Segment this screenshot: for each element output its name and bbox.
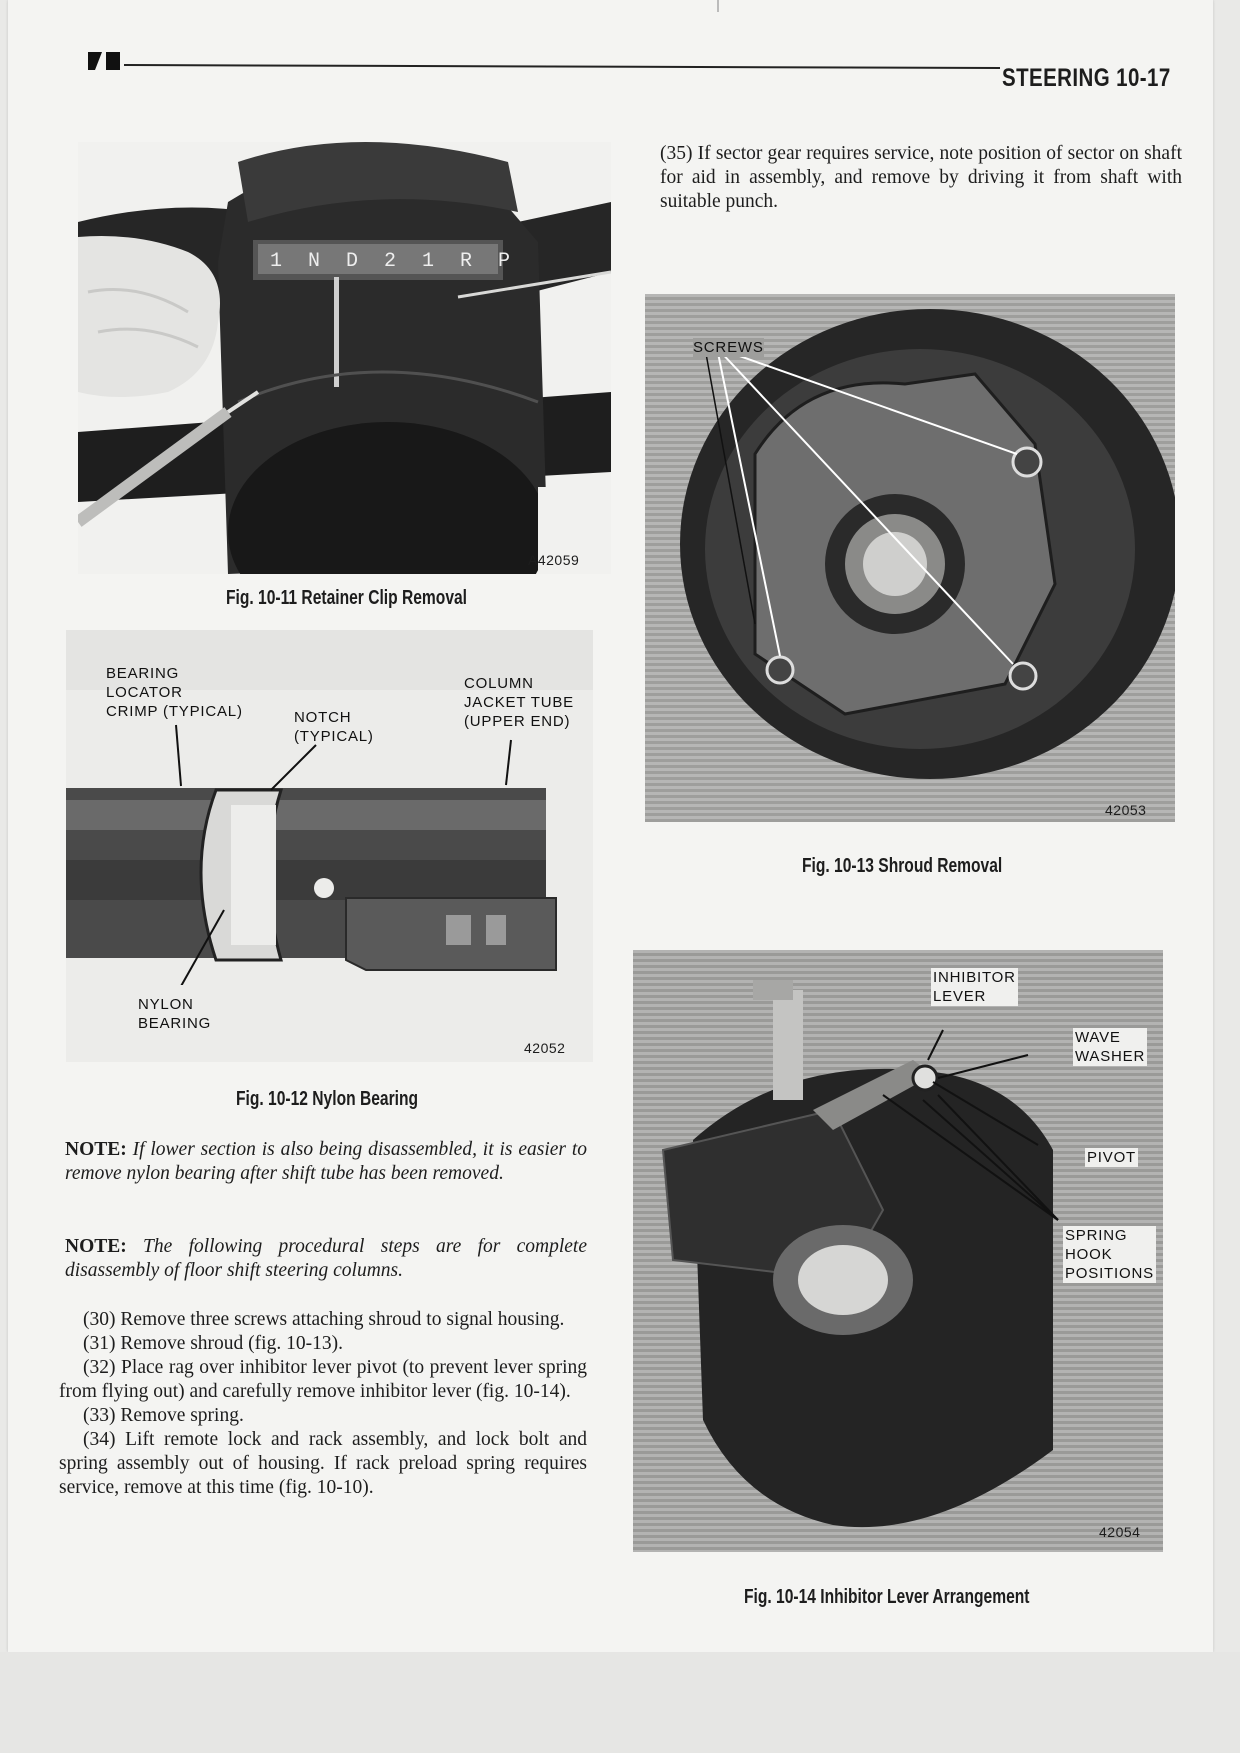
- note-label: NOTE:: [65, 1236, 127, 1257]
- photo-inhibitor-lever-arrangement: [633, 950, 1163, 1552]
- callout-bearing-locator-crimp: BEARING LOCATOR CRIMP (TYPICAL): [106, 665, 243, 720]
- callout-column-jacket-tube: COLUMN JACKET TUBE (UPPER END): [464, 675, 574, 730]
- callout-screws: SCREWS: [693, 339, 764, 356]
- photo-retainer-clip-removal: [78, 142, 611, 574]
- shift-dial-letters: 1 N D 2 1 R P: [270, 250, 518, 273]
- step-30: (30) Remove three screws attaching shroud to signal housing.: [83, 1309, 565, 1330]
- note-text: If lower section is also being disassembled, it is easier to remove nylon bearing after shift tube has been removed.: [65, 1139, 588, 1184]
- photo-shroud-removal: [645, 294, 1175, 822]
- callout-pivot: PIVOT: [1087, 1149, 1137, 1166]
- step-32: (32) Place rag over inhibitor lever pivot (to prevent lever spring from flying out) and carefully remove inhibitor lever (fig. 10-14).: [59, 1357, 587, 1402]
- callout-spring-hook-positions: SPRING HOOK POSITIONS: [1065, 1227, 1154, 1282]
- figure-caption: Fig. 10-13 Shroud Removal: [802, 855, 1003, 877]
- section-title: STEERING 10-17: [1002, 64, 1171, 92]
- callout-inhibitor-lever: INHIBITOR LEVER: [933, 969, 1016, 1005]
- photo-id: 42053: [1105, 802, 1147, 818]
- note-text: The following procedural steps are for complete disassembly of floor shift steering columns.: [65, 1236, 587, 1281]
- step-31: (31) Remove shroud (fig. 10-13).: [83, 1333, 343, 1354]
- steps-list: [59, 1308, 587, 1500]
- jeep-corner-mark-icon: [86, 50, 124, 72]
- photo-id: 42052: [524, 1040, 566, 1056]
- step-33: (33) Remove spring.: [83, 1405, 244, 1426]
- photo-id: A42059: [528, 552, 580, 568]
- photo-nylon-bearing: [66, 630, 593, 1062]
- note-label: NOTE:: [65, 1139, 127, 1160]
- callout-nylon-bearing: NYLON BEARING: [138, 996, 212, 1032]
- callout-wave-washer: WAVE WASHER: [1075, 1029, 1146, 1065]
- page-crease: [717, 0, 719, 12]
- figure-caption: Fig. 10-12 Nylon Bearing: [236, 1088, 419, 1110]
- scan-background: [0, 1652, 1240, 1753]
- figure-caption: Fig. 10-11 Retainer Clip Removal: [226, 587, 468, 609]
- figure-caption: Fig. 10-14 Inhibitor Lever Arrangement: [744, 1586, 1030, 1608]
- callout-notch: NOTCH (TYPICAL): [294, 709, 374, 745]
- photo-id: 42054: [1099, 1524, 1141, 1540]
- step-34: (34) Lift remote lock and rack assembly, and lock bolt and spring assembly out of housing. If rack preload spring requires service, remove at this time (fig. 10-10).: [59, 1429, 587, 1498]
- note-2: [65, 1235, 587, 1283]
- step-35: (35) If sector gear requires service, note position of sector on shaft for aid in assembly, and remove by driving it from shaft with suitable punch.: [660, 143, 1182, 212]
- note-1: [65, 1138, 587, 1186]
